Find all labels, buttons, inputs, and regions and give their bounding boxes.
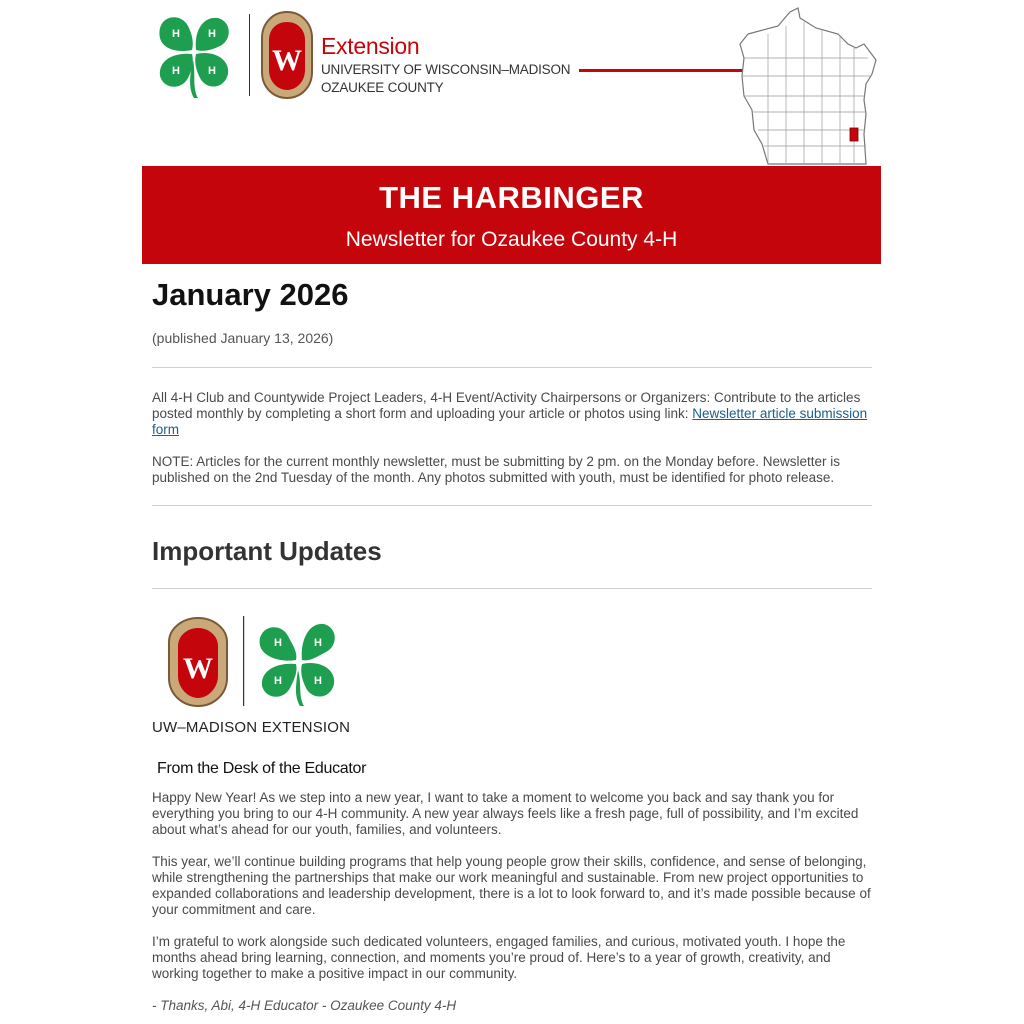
svg-text:H: H [314,675,322,687]
extension-label: Extension [321,33,420,59]
svg-text:W: W [272,44,302,77]
svg-text:H: H [314,637,322,649]
issue-title: January 2026 [152,277,349,312]
4h-clover-icon [152,10,236,98]
educator-paragraph: I’m grateful to work alongside such dedicated volunteers, engaged families, and curious, motivated youth. I hope the months ahead bring learning, connection, and moments you’re proud of. Here’s to a year of growth, creativity, and working together to make a positive impact in our community. [152,934,846,981]
wisconsin-map-icon [738,4,883,166]
desk-title: From the Desk of the Educator [157,760,367,777]
section-title: Important Updates [152,536,382,566]
4h-clover-icon [260,624,335,706]
contribute-text: All 4-H Club and Countywide Project Leaders, 4-H Event/Activity Chairpersons or Organizers: Contribute to the articles posted monthly by completing a short form and uploading your article or photos using link: [152,390,861,421]
county-label: OZAUKEE COUNTY [321,80,444,95]
header-red-rule [579,69,749,72]
svg-text:H: H [208,65,216,77]
logo-divider [249,14,250,96]
educator-signature: - Thanks, Abi, 4-H Educator - Ozaukee County 4-H [152,998,457,1013]
note-paragraph: NOTE: Articles for the current monthly newsletter, must be submitting by 2 pm. on the Monday before. Newsletter is published on the 2nd Tuesday of the month. Any photos submitted with youth, must be identified for photo release. [152,454,841,485]
divider [152,588,872,589]
svg-text:H: H [172,65,180,77]
submission-form-link[interactable]: Newsletter article submission form [152,406,868,437]
university-label: UNIVERSITY OF WISCONSIN–MADISON [321,62,571,77]
logo-caption: UW–MADISON EXTENSION [152,719,351,736]
educator-paragraph: Happy New Year! As we step into a new year, I want to take a moment to welcome you back and say thank you for everything you bring to our 4-H community. A new year always feels like a fresh page, full of possibility, and I’m excited about what’s ahead for our youth, families, and volunteers. [152,790,859,837]
published-date: (published January 13, 2026) [152,330,334,346]
svg-text:H: H [208,28,216,40]
svg-text:H: H [274,675,282,687]
masthead [142,0,881,166]
svg-text:W: W [183,652,213,685]
educator-paragraph: This year, we’ll continue building programs that help young people grow their skills, confidence, and sense of belonging, while strengthening the partnerships that make our work meaningful and sustainable. From new project opportunities to expanded collaborations and leadership development, there is a lot to look forward to, and it’s made possible because of your commitment and care. [152,854,871,917]
contribute-paragraph [152,390,872,438]
uw-madison-extension-logo [152,614,362,738]
divider [152,505,872,506]
uw-crest-icon [258,10,316,100]
banner-subtitle: Newsletter for Ozaukee County 4-H [345,228,678,251]
banner-title: THE HARBINGER [379,180,644,215]
divider [152,367,872,368]
uw-crest-icon [169,618,227,706]
svg-text:H: H [172,28,180,40]
svg-text:H: H [274,637,282,649]
newsletter-banner [142,166,881,264]
